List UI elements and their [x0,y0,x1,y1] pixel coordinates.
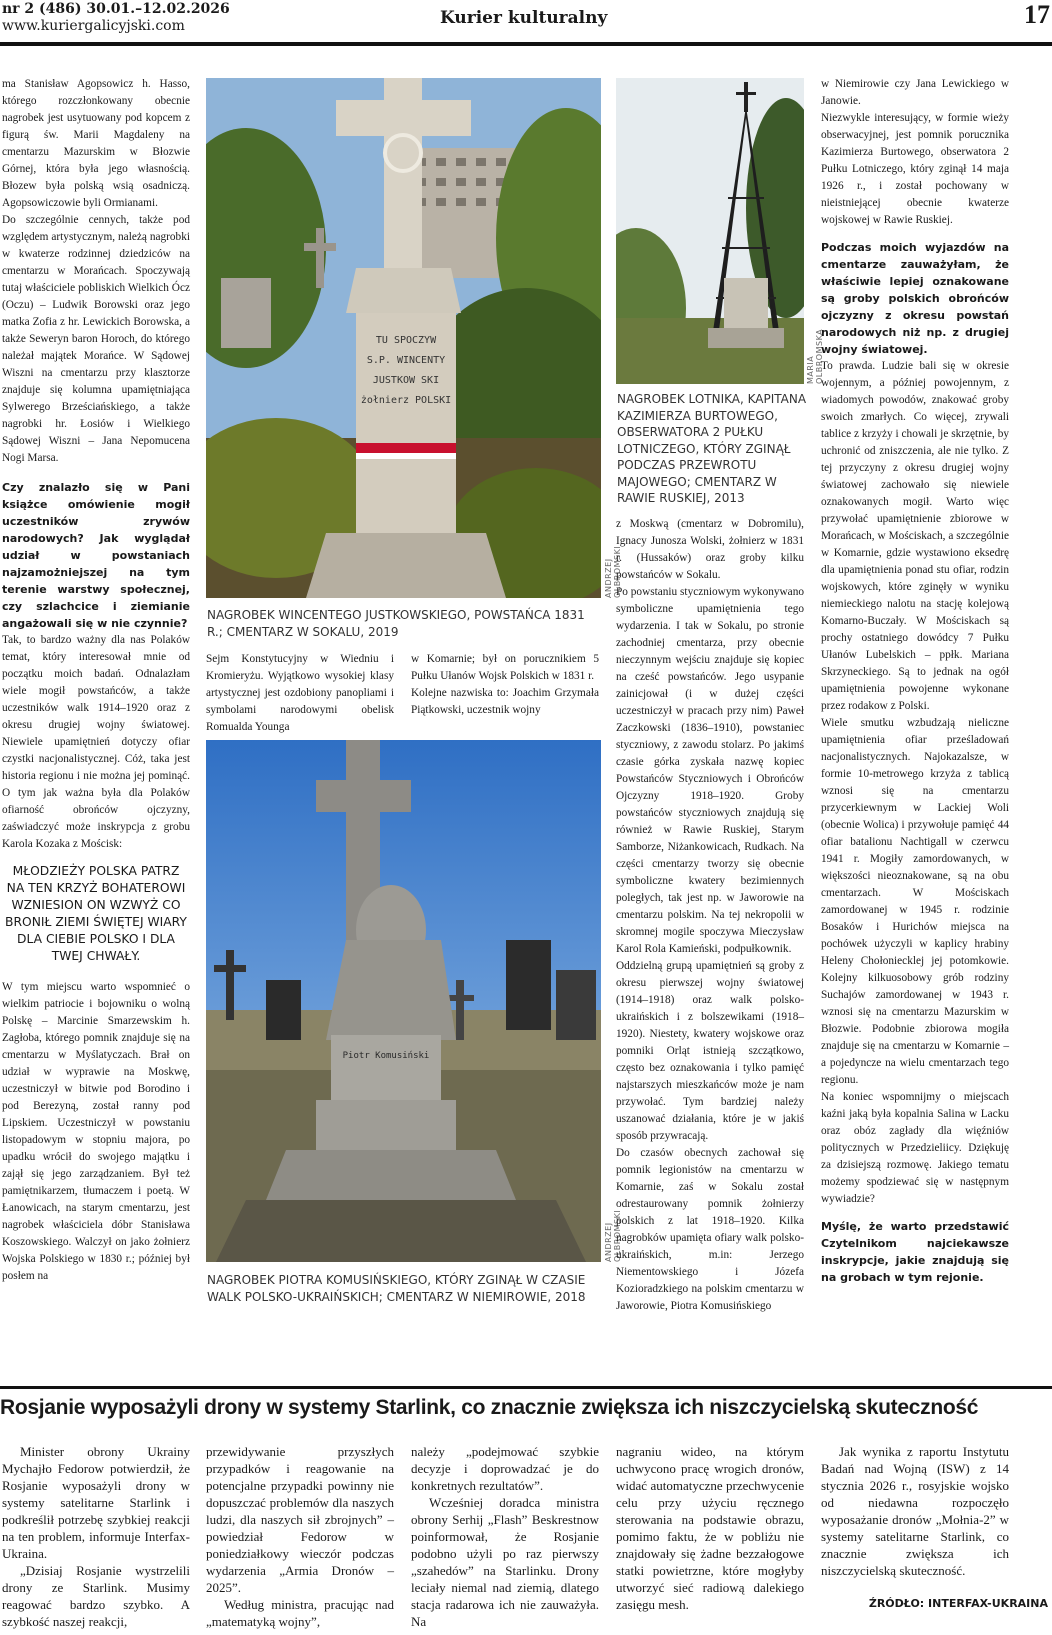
grave-photo-illustration [206,78,601,598]
paragraph: „Dzisiaj Rosjanie wystrzelili drony ze Starlink. Musimy reagować bardzo szybko. A szybkość naszej reakcji, [2,1563,190,1629]
paragraph: w Komarnie; był on porucznikiem 5 Pułku Ułanów Wojsk Polskich w 1831 r. [411,653,599,682]
interview-question: Myślę, że warto przedstawić Czytelnikom najciekawsze inskrypcje, jakie znajdują się na grobach w tym rejonie. [821,1220,1009,1284]
section-title: Kurier kulturalny [440,8,608,28]
page-number: 17 [1024,0,1050,29]
paragraph: Oddzielną grupą upamiętnień są groby z okresu pierwszej wojny światowej (1914–1918) oraz walk polsko-ukraińskich i z bolszewikami (1918–1920). Niestety, kwatery wojskowe oraz pomniki Orląt istnieją szczątkowo, często bez oznakowania i tylko pamięć najstarszych mieszkańców może je nam przywołać. Tym bardziej należy uszanować działania, które je w jakiś sposób przywracają. [616,960,804,1142]
article-source: ŹRÓDŁO: INTERFAX-UKRAINA [868,1597,1048,1610]
paragraph: Minister obrony Ukrainy Mychajło Fedorow potwierdził, że Rosjanie wyposażyli drony w systemy satelitarne Starlink i podkreślił potrzebę szybkiej reakcji na ten problem, informuje Interfax-Ukraina. [2,1444,190,1561]
paragraph: z Moskwą (cmentarz w Dobromilu), Ignacy Junosza Wolski, żołnierz w 1831 r. (Hussaków) oraz groby kilku powstańców w Sokalu. [616,518,804,581]
paragraph: Tak, to bardzo ważny dla nas Polaków temat, który interesował mnie od początku moich badań. Odnalazłam wiele mogił powstańców, a także uczestników walk 1914–1920 oraz z okresu drugiej wojny światowej. Niewiele upamiętnień dotyczy ofiar czystki nacjonalistycznej. Cóż, taka jest historia regionu i nie można jej pominąć. O tym jak ważna była dla Polaków ofiarność obrońców ojczyzny, zaświadczyć może inskrypcja z grobu Karola Kozaka z Mościsk: [2,634,190,850]
photo-burtowy-monument [616,78,804,384]
photo-caption: NAGROBEK LOTNIKA, KAPITANA KAZIMIERZA BURTOWEGO, OBSERWATORA 2 PUŁKU LOTNICZEGO, KTÓRY ZGINĄŁ PODCZAS PRZEWROTU MAJOWEGO; CMENTARZ W RAWIE RUSKIEJ, 2013 [617,392,807,505]
header-rule [0,42,1052,46]
paragraph: Kolejne nazwiska to: Joachim Grzymała Piątkowski, uczestnik wojny [411,687,599,716]
photo-credit: MARIA OLBROMSKA [806,328,824,384]
paragraph: w Niemirowie czy Jana Lewickiego w Janowie. [821,78,1009,107]
paragraph: Wcześniej doradca ministra obrony Serhij „Flash” Beskrestnow poinformował, że Rosjanie podobno użyli po raz pierwszy „szahedów” na Starlinku. Drony leciały niemal nad ziemią, dlatego stacja radarowa ich nie zauważyła. Na [411,1495,599,1629]
article2-column-1 [2,1443,190,1630]
site-url[interactable]: www.kuriergalicyjski.com [2,18,185,34]
paragraph: Sejm Konstytucyjny w Wiedniu i Kromieryżu. Wyjątkowo wysokiej klasy artystycznej jest ozdobiony panopliami i symbolami narodowymi obelisk Romualda Younga [206,653,394,733]
article-headline: Rosjanie wyposażyli drony w systemy Starlink, co znacznie zwiększa ich niszczycielską skuteczność [0,1396,979,1419]
article2-column-5 [821,1443,1009,1579]
photo-credit: ANDRZEJ OLBROMSKI [604,545,622,598]
paragraph: Na koniec wspomnijmy o miejscach kaźni jaką była kopalnia Salina w Lacku oraz obóz zagłady dla więźniów politycznych w Przedzieliicy. Dziękuję za dzisiejszą rozmowę. Jakiego tematu możemy spodziewać się w następnym wywiadzie? [821,1091,1009,1205]
photo-credit: ANDRZEJ OLBROMSKI [604,1209,622,1262]
photo-caption: NAGROBEK PIOTRA KOMUSIŃSKIEGO, KTÓRY ZGINĄŁ W CZASIE WALK POLSKO-UKRAIŃSKICH; CMENTARZ W NIEMIROWIE, 2018 [207,1273,586,1304]
column-2a [206,651,394,736]
grave-photo-illustration [616,78,804,384]
column-4 [821,76,1009,1286]
svg-text:żołnierz POLSKI: żołnierz POLSKI [360,395,452,406]
paragraph: To prawda. Ludzie bali się w okresie wojennym, a później powojennym, z wiadomych powodów, znakować groby swoich zmarłych. Co więcej, zrywali tablice z krzyży i chowali je skrzętnie, by uchronić od zniszczenia, ale nie tylko. Z tej przyczyny z okresu drugiej wojny światowej zachowało się niewiele oznakowanych mogił. Warto więc przywołać upamiętnienie zbiorowe w Morańcach, w Mościskach, a szczególnie w Komarnie, gdzie wystawiono eksedrę dla upamiętnienia ponad stu ofiar, rodzin wojskowych, które zginęły w wyniku niemieckiego nalotu na stację kolejową Komarno-Buczały. W Mościskach są prochy ostatniego dowódcy 7 Pułku Ułanów Lubelskich – ppłk. Mariana Skrzyneckiego. Są to jednak na ogół upamiętnienia powojenne wykonane przez rodakow z Polski. [821,360,1009,712]
paragraph: przewidywanie przyszłych przypadków i reagowanie na potencjalne przypadki powinny nie dopuszczać problemów dla naszych ludzi, dla naszych sił zbrojnych” – powiedział Fedorow w poniedziałkowy wieczór podczas wydarzenia „Armia Dronów – 2025”. [206,1444,394,1595]
photo-justkowski-grave [206,78,601,598]
paragraph: Do szczególnie cennych, także pod względem artystycznym, należą nagrobki w kwaterze rodzinnej dziedziców na cmentarzu w Morańcach. Spoczywają tutaj właściciele pobliskich Wielkich Ócz (Oczu) – Ludwik Borowski oraz jego matka Zofia z hr. Lewickich Borowska, a także Seweryn baron Horoch, do którego należał majątek Morańce. W Sądowej Wiszni na cmentarzu przy klasztorze znajduje się kolumna upamiętniająca Sylwerego Brześciańskiego, a także nagrobki hr. Łosiów i Wielkiego Sądowej Wiszni – Jana Nepomucena Nogi Marsa. [2,214,190,464]
paragraph: ma Stanisław Agopsowicz h. Hasso, którego rozczłonkowany obecnie nagrobek jest usytuowany pod kopcem z figurą św. Marii Magdaleny na cmentarzu Mazurskim w Błozwie Górnej, która była jego własnością. Błozew była polską wsią osadniczą. Agopsowiczowie byli Ormianami. [2,78,190,209]
article2-column-4 [616,1443,804,1613]
paragraph: Niezwykle interesujący, w formie wieży obserwacyjnej, jest pomnik porucznika Kazimierza Burtowego, obserwatora 2 Pułku Lotniczego, który zginął 14 maja 1926 r., i został pochowany w nieistniejącej obecnie kwaterze wojskowej w Rawie Ruskiej. [821,112,1009,226]
paragraph: nagraniu wideo, na którym uchwycono pracę wrogich dronów, widać automatyczne przechwycenie celu przy użyciu ręcznego sterowania na podstawie obrazu, pomimo faktu, że w pobliżu nie znajdowały się żadne bezzałogowe statki powietrzne, które mogłyby utworzyć sieć radiową dalekiego zasięgu mesh. [616,1444,804,1612]
article2-column-2 [206,1443,394,1630]
paragraph: Wiele smutku wzbudzają nieliczne upamiętnienia ofiar prześladowań nacjonalistycznych. Najokazalsze, w formie 10-metrowego krzyża z tablicą wznosi się na cmentarzu przycerkiewnym w Lackiej Woli (obecnie Wolica) i przywołuje pamięć 44 ofiar batalionu Nachtigall w czerwcu 1941 r. Mogiły zamordowanych, w większości nieoznakowane, są na obu cmentarzach. W Mościskach zamordowanej w 1945 r. rodzinie Bosaków i Hurichów miejsca na pochówek użyczyli w kaplicy hrabiny Heleny Chołoniecklej jej potomkowie. Kolejny kilkuosobowy grób rodziny Suchajów zamordowanej w 1943 r. wznosi się na cmentarzu Mazurskim w Błozwie. Podobnie zbiorowa mogiła znajduje się na cmentarzu w Komarnie – a pojedyncze na wielu cmentarzach tego regionu. [821,717,1009,1086]
paragraph: należy „podejmować szybkie decyzje i doprowadzać je do konkretnych rezultatów”. [411,1444,599,1493]
photo-caption: NAGROBEK WINCENTEGO JUSTKOWSKIEGO, POWSTAŃCA 1831 R.; CMENTARZ W SOKALU, 2019 [207,608,585,639]
stone-inscription: TU SPOCZYW [375,335,437,346]
interview-question: Czy znalazło się w Pani książce omówienie mogił uczestników zrywów narodowych? Jak wyglądał udział w powstaniach najzamożniejszej na tym terenie warstwy społecznej, czy szlachcice i ziemianie angażowali się w nie czynnie? [2,481,190,630]
issue-number: nr 2 (486) 30.01.–12.02.2026 [2,1,230,17]
column-2b [411,651,599,719]
grave-photo-illustration [206,740,601,1262]
paragraph: Jak wynika z raportu Instytutu Badań nad Wojną (ISW) z 14 stycznia 2026 r., rosyjskie wojsko od niedawna rozpoczęło wyposażanie dronów „Mołnia-2” w systemy satelitarne Starlink, co znacznie zwiększa ich niszczycielską skuteczność. [821,1444,1009,1578]
grave-inscription: MŁODZIEŻY POLSKA PATRZ NA TEN KRZYŻ BOHATEROWI WZNIESION ON WZWYŻ CO BRONIŁ ZIEMI ŚWIĘTEJ WIARY DLA CIEBIE POLSKO I DLA TWEJ CHWAŁY. [5,864,187,963]
paragraph: Według ministra, pracując nad „matematyką wojny”, [206,1597,394,1629]
stone-inscription: Piotr Komusiński [342,1051,430,1061]
page-header [0,0,1052,46]
article2-column-3 [411,1443,599,1630]
column-3 [616,516,804,1315]
paragraph: W tym miejscu warto wspomnieć o wielkim patriocie i bojowniku o wolną Polskę – Marcinie Smarzewskim h. Zagłoba, którego pomnik znajduje się na cmentarzu w Myślatyczach. Brał on udział w wyprawie na Moskwę, uczestniczył w bitwie pod Borodino i pod Berezyną, został ranny pod Lipskiem. Uczestniczył w powstaniu listopadowym w stopniu majora, po upadku wrócił do swojego majątku i zajął się jego zarządzaniem. Był też pamiętnikarzem, tłumaczem i poetą. W Łanowicach, na starym cmentarzu, jest nagrobek właściciela dóbr Stanisława Koszowskiego. Walczył on jako żołnierz Wojska Polskiego w 1830 r.; później był posłem na [2,981,190,1282]
column-1 [2,76,190,1285]
interview-question: Podczas moich wyjazdów na cmentarze zauważyłam, że właściwie lepiej oznakowane są groby polskich obrońców ojczyzny z okresu powstań narodowych niż np. z drugiej wojny światowej. [821,241,1009,356]
svg-text:JUSTKOW SKI: JUSTKOW SKI [372,375,440,386]
article-divider [0,1386,1052,1389]
svg-text:S.P. WINCENTY: S.P. WINCENTY [366,355,446,366]
paragraph: Do czasów obecnych zachował się pomnik legionistów na cmentarzu w Komarnie, zaś w Sokalu został odrestaurowany pomnik żołnierzy polskich z lat 1918–1920. Kilka nagrobków upamięta ofiary walk polsko-ukraińskich, m.in: Jerzego Niementowskiego i Józefa Kozioradzkiego na polskim cmentarzu w Jaworowie, Piotra Komusińskiego [616,1147,804,1312]
photo-komusinski-grave [206,740,601,1262]
paragraph: Po powstaniu styczniowym wykonywano symboliczne upamiętnienia tego wydarzenia. I tak w Sokalu, po stronie zachodniej cmentarza, przy obecnie nieczynnym wejściu znajduje się kopiec na cześć powstańców. Jego usypanie zainicjował (i w dużej części uczestniczył w pracach przy nim) Paweł Zaczkowski (1836–1910), powstaniec styczniowy, z zawodu stolarz. Po jakimś czasie górka zyskała nazwę kopiec Powstańców Styczniowych i Obrońców Ojczyzny 1918–1920. Groby powstańców styczniowych znajdują się również w Rawie Ruskiej, Starym Samborze, Niżankowicach, Rudkach. Na części cmentarzy tworzy się obecnie symboliczne kwatery bezimiennych poległych, tak jest np. w Jaworowie na cmentarzu polskim. Na tej nekropolii w skromnej mogile spoczywa Mieczysław Karol Rola Kamieński, podpułkownik. [616,586,804,955]
